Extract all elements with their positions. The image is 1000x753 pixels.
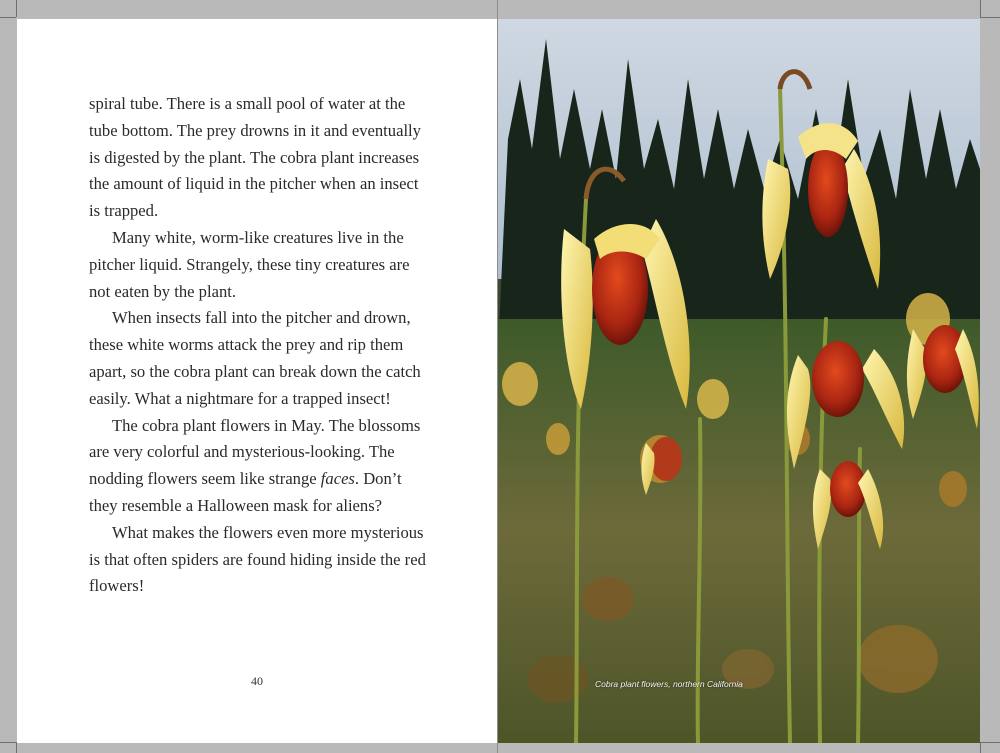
photo-caption: Cobra plant flowers, northern California bbox=[595, 679, 743, 689]
crop-mark bbox=[980, 0, 981, 17]
cobra-plant-photo bbox=[498, 19, 980, 743]
crop-mark bbox=[0, 742, 16, 743]
body-text bbox=[89, 91, 429, 600]
crop-mark bbox=[980, 17, 1000, 18]
paragraph-text: The cobra plant flowers in May. The blossoms are very colorful and mysterious-looking. The nodding flowers seem like strange bbox=[89, 415, 421, 489]
paragraph: Many white, worm-like creatures live in the pitcher liquid. Strangely, these tiny creatures are not eaten by the plant. bbox=[89, 227, 410, 301]
emphasis-text: faces bbox=[320, 469, 355, 489]
crop-mark bbox=[980, 742, 1000, 743]
paragraph bbox=[89, 413, 429, 520]
crop-mark bbox=[16, 742, 17, 753]
paragraph: spiral tube. There is a small pool of water at the tube bottom. The prey drowns in it and eventually is digested by the plant. The cobra plant increases the amount of liquid in the pitcher when an insect is trapped. bbox=[89, 94, 421, 221]
page-number: 40 bbox=[251, 674, 263, 688]
paragraph: When insects fall into the pitcher and drown, these white worms attack the prey and rip them apart, so the cobra plant can break down the catch easily. What a nightmare for a trapped insect! bbox=[89, 308, 421, 408]
paragraph: What makes the flowers even more mysterious is that often spiders are found hiding inside the red flowers! bbox=[89, 522, 426, 596]
crop-mark bbox=[16, 0, 17, 17]
crop-mark bbox=[980, 742, 981, 753]
left-page[interactable] bbox=[17, 19, 497, 743]
right-page[interactable] bbox=[498, 19, 980, 743]
crop-mark bbox=[0, 17, 16, 18]
paragraph-text: . Don’t they resemble a Halloween mask for aliens? bbox=[89, 469, 402, 515]
